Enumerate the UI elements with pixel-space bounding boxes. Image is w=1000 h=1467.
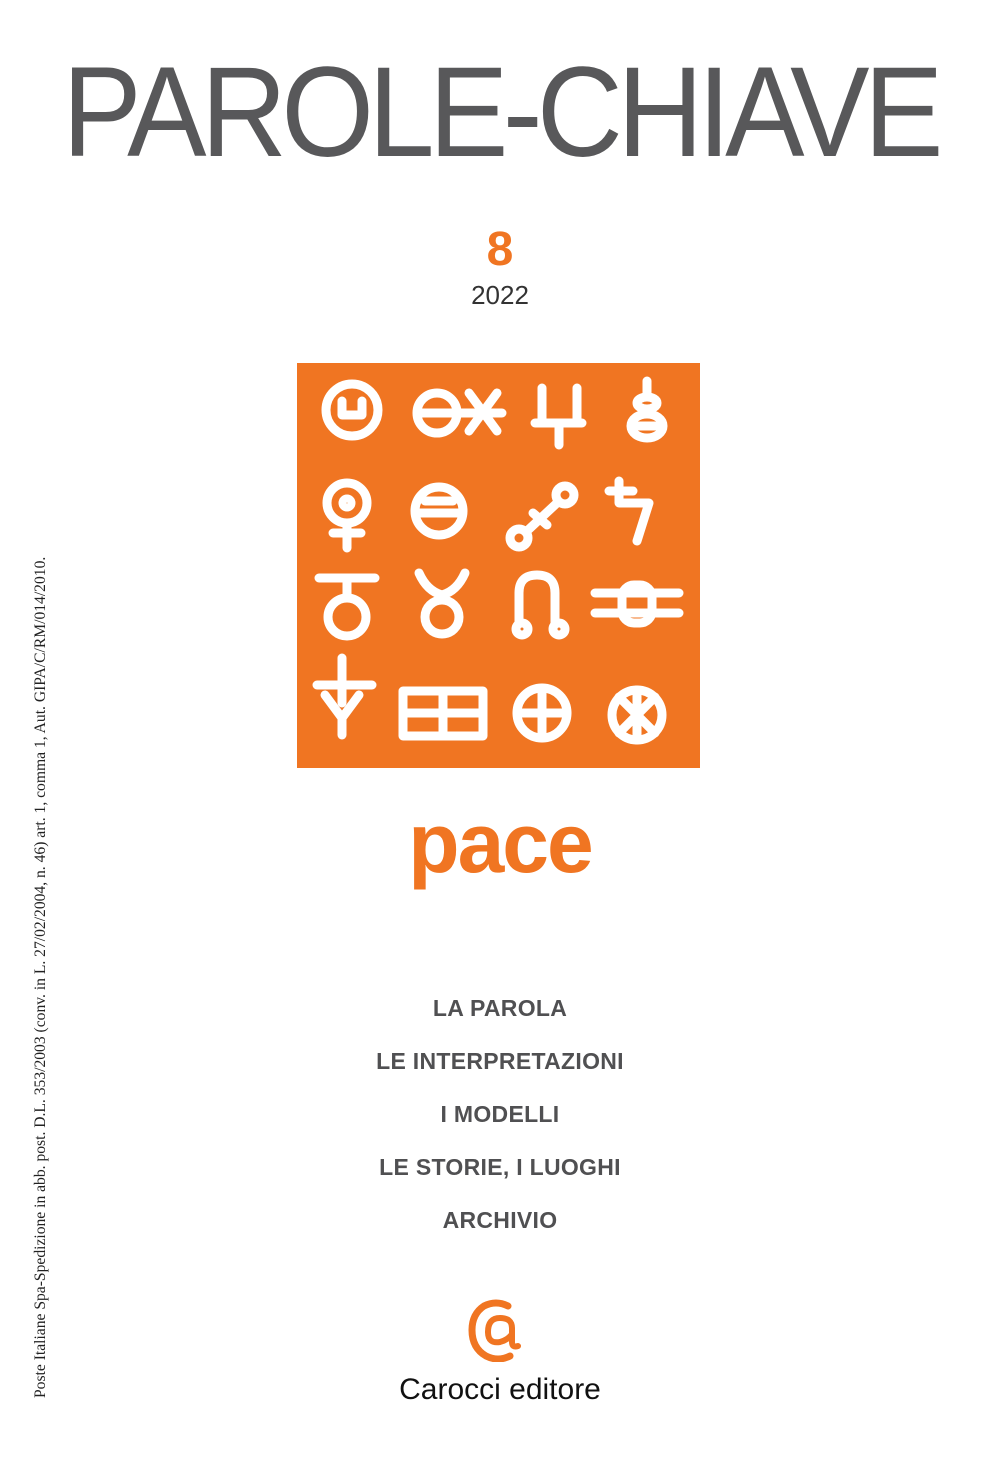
publisher-logo-icon <box>468 1298 524 1362</box>
issue-year: 2022 <box>471 280 529 310</box>
cover-art-symbols <box>297 363 700 768</box>
journal-title: PAROLE-CHIAVE <box>62 41 938 184</box>
publisher-name: Carocci editore <box>399 1373 601 1406</box>
issue-number: 8 <box>486 223 514 276</box>
symbol-15 <box>517 688 567 738</box>
section-list <box>0 990 1000 1255</box>
postal-notice: Poste Italiane Spa-Spedizione in abb. post. D.L. 353/2003 (conv. in L. 27/02/2004, n. 46) art. 1, comma 1, Aut. GIPA/C/RM/014/2010. <box>32 556 49 1398</box>
section-item: LA PAROLA <box>432 995 568 1021</box>
section-item: LE STORIE, I LUOGHI <box>379 1154 621 1180</box>
section-item: I MODELLI <box>440 1101 560 1127</box>
issue-keyword: pace <box>408 796 592 890</box>
section-item: LE INTERPRETAZIONI <box>376 1048 624 1074</box>
section-item: ARCHIVIO <box>442 1207 558 1233</box>
